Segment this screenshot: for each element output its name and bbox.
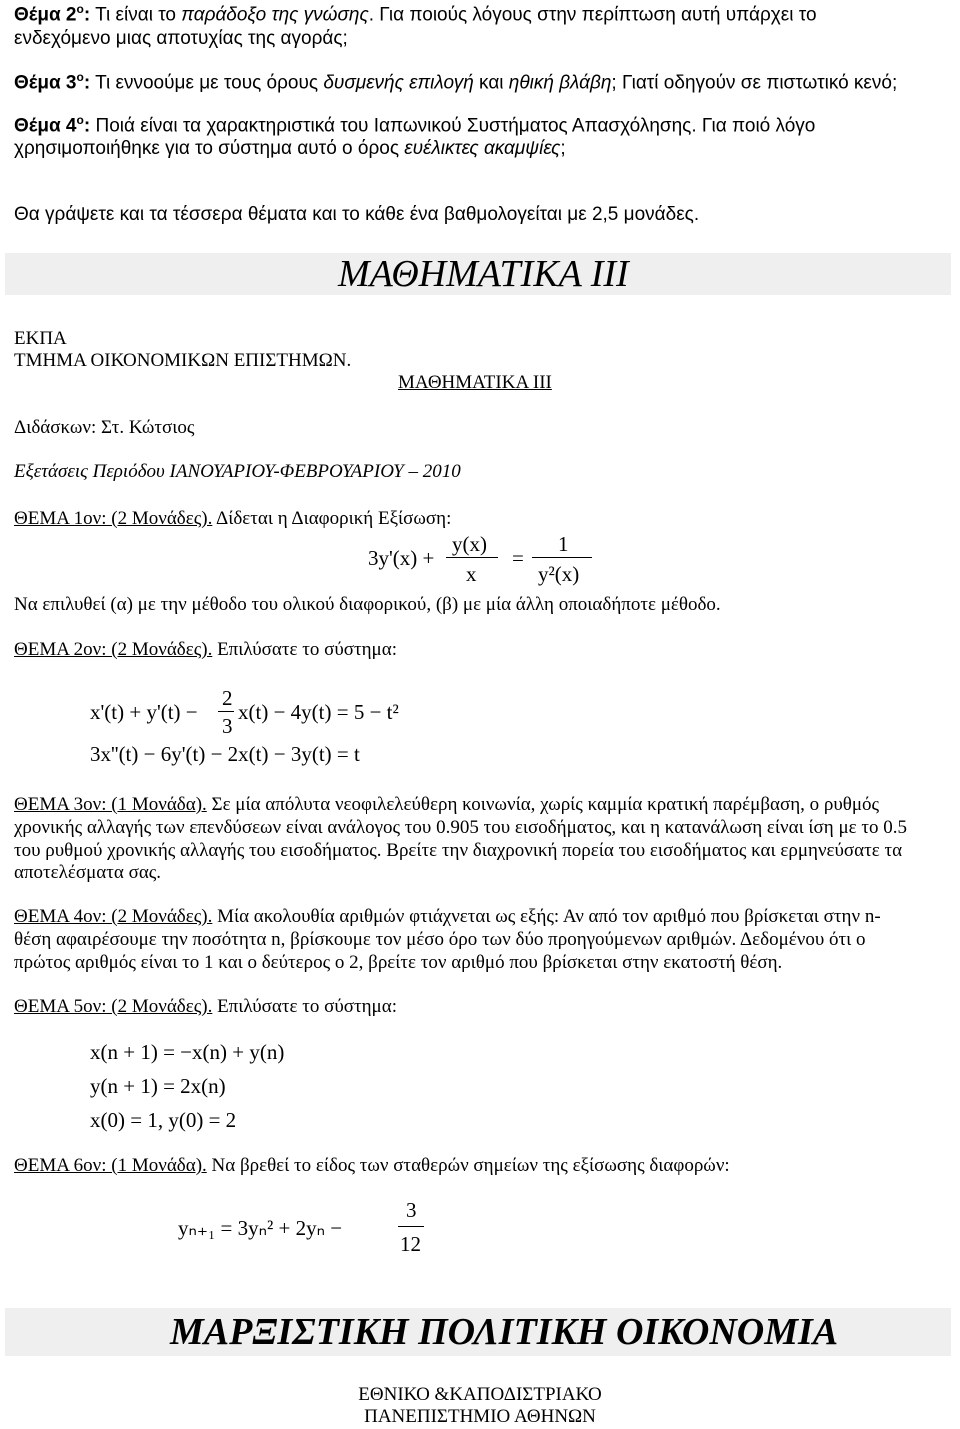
theme-6-label: ΘΕΜΑ 6ον: (1 Μονάδα). [14,1155,207,1176]
question-3-text-b: και [473,72,509,94]
eq6-frac-bar [398,1226,424,1227]
section-2-title: ΜΑΡΞΙΣΤΙΚΗ ΠΟΛΙΤΙΚΗ ΟΙΚΟΝΟΜΙΑ [170,1311,839,1353]
grading-note: Θα γράψετε και τα τέσσερα θέματα και το κάθε ένα βαθμολογείται με 2,5 μονάδες. [14,204,700,225]
section-title: ΜΑΘΗΜΑΤΙΚΑ ΙΙΙ [338,253,629,295]
theme-5-label: ΘΕΜΑ 5ον: (2 Μονάδες). [14,996,213,1017]
instructor: Διδάσκων: Στ. Κώτσιος [14,417,195,438]
eq2-frac-den: 3 [222,714,233,738]
institution: ΕΚΠΑ [14,328,67,349]
eq6-num: 3 [406,1198,417,1222]
question-2-colon: : [83,4,91,26]
question-4-line1 [14,113,815,137]
eq5-line1: x(n + 1) = −x(n) + y(n) [90,1040,285,1064]
theme-3-line4: αποτελέσματα σας. [14,862,162,883]
question-4-text-b: χρησιμοποιήθηκε για το σύστημα αυτό ο όρος [14,138,405,159]
question-2-italic: παράδοξο της γνώσης [181,4,369,26]
question-4-italic: ευέλικτες ακαμψίες [404,138,561,159]
eq2-line1a: x'(t) + y'(t) − [90,700,198,724]
eq2-frac-num: 2 [222,686,233,710]
eq2-frac-bar [218,711,234,712]
theme-1-text: Δίδεται η Διαφορική Εξίσωση: [212,508,452,529]
eq2-line2: 3x''(t) − 6y'(t) − 2x(t) − 3y(t) = t [90,742,360,766]
question-3-label: Θέμα 3 [14,72,77,94]
question-3-text-c: ; Γιατί οδηγούν σε πιστωτικό κενό; [611,72,898,94]
theme-3-heading [14,794,879,816]
question-2-text-a: Τι είναι το [90,4,182,26]
theme-5-heading [14,996,397,1018]
theme-6-heading [14,1155,730,1177]
question-2-label: Θέμα 2 [14,4,77,26]
question-2-sup: ο [76,2,84,16]
eq1-den: x [466,562,477,586]
question-2-line2: ενδεχόμενο μιας αποτυχίας της αγοράς; [14,28,348,49]
theme-4-line2: θέση αφαιρέσουμε την ποσότητα n, βρίσκουμε τον μέσο όρο των δύο προηγούμενων αριθμών. Δεδομένου ότι ο [14,929,866,950]
theme-3-text: Σε μία απόλυτα νεοφιλελεύθερη κοινωνία, χωρίς καμμία κρατική παρέμβαση, ο ρυθμός [206,794,880,815]
question-4-colon: : [83,115,91,137]
question-3-text-a: Τι εννοούμε με τους όρους [90,72,324,94]
eq5-line3: x(0) = 1, y(0) = 2 [90,1108,237,1132]
course-name: ΜΑΘΗΜΑΤΙΚΑ ΙΙΙ [398,372,552,393]
theme-1-label: ΘΕΜΑ 1ον: (2 Μονάδες). [14,508,213,529]
theme-1-instructions: Να επιλυθεί (α) με την μέθοδο του ολικού διαφορικού, (β) με μία άλλη οποιαδήποτε μέθοδο. [14,594,721,615]
question-4-line2 [14,138,566,160]
eq1-rden: y²(x) [538,562,580,586]
question-2-line1 [14,2,817,26]
eq1-frac-bar [446,557,498,558]
theme-4-heading [14,906,881,928]
question-4-text-a: Ποιά είναι τα χαρακτηριστικά του Ιαπωνικού Συστήματος Απασχόλησης. Για ποιό λόγο [90,115,816,137]
question-2-text-b: . Για ποιούς λόγους στην περίπτωση αυτή υπάρχει το [368,4,817,26]
theme-3-label: ΘΕΜΑ 3ον: (1 Μονάδα). [14,794,207,815]
question-3-italic-1: δυσμενής επιλογή [323,72,474,94]
eq5-line2: y(n + 1) = 2x(n) [90,1074,226,1098]
theme-2-text: Επιλύσατε το σύστημα: [212,639,397,660]
eq1-rnum: 1 [558,532,569,556]
eq2-line1b: x(t) − 4y(t) = 5 − t² [238,700,399,724]
eq6-den: 12 [400,1232,421,1256]
theme-4-label: ΘΕΜΑ 4ον: (2 Μονάδες). [14,906,213,927]
question-3-sup: ο [76,70,84,84]
theme-4-line3: πρώτος αριθμός είναι το 1 και ο δεύτερος ο 2, βρείτε τον αριθμό που βρίσκεται στην εκατοστή θέση. [14,952,783,973]
eq1-num: y(x) [452,532,487,556]
eq1-equals: = [512,546,524,570]
footer-line-1: ΕΘΝΙΚΟ &ΚΑΠΟΔΙΣΤΡΙΑΚΟ [358,1384,602,1405]
eq1-rfrac-bar [532,557,592,558]
question-4-label: Θέμα 4 [14,115,77,137]
theme-2-heading [14,639,397,661]
question-4-sup: ο [76,113,84,127]
theme-2-label: ΘΕΜΑ 2ον: (2 Μονάδες). [14,639,213,660]
eq1-left: 3y'(x) + [368,546,435,570]
theme-6-text: Να βρεθεί το είδος των σταθερών σημείων της εξίσωσης διαφορών: [206,1155,730,1176]
eq6-left: yₙ₊₁ = 3yₙ² + 2yₙ − [178,1216,343,1240]
question-3-italic-2: ηθική βλάβη [508,72,612,94]
department: ΤΜΗΜΑ ΟΙΚΟΝΟΜΙΚΩΝ ΕΠΙΣΤΗΜΩΝ. [14,350,352,371]
question-3 [14,70,897,94]
theme-5-text: Επιλύσατε το σύστημα: [212,996,397,1017]
theme-3-line3: του ρυθμού χρονικής αλλαγής του εισοδήματος. Βρείτε την διαχρονική πορεία του εισοδήματος και ερμηνεύσατε τα [14,840,903,861]
question-3-colon: : [83,72,91,94]
question-4-text-c: ; [560,138,566,159]
footer-line-2: ΠΑΝΕΠΙΣΤΗΜΙΟ ΑΘΗΝΩΝ [364,1406,596,1427]
theme-1-heading [14,508,451,530]
exam-period: Εξετάσεις Περιόδου ΙΑΝΟΥΑΡΙΟΥ-ΦΕΒΡΟΥΑΡΙΟΥ – 2010 [14,461,461,482]
theme-3-line2: χρονικής αλλαγής των επενδύσεων είναι ανάλογος του 0.905 του εισοδήματος, και η κατανάλωση είναι ίση με το 0.5 [14,817,908,838]
theme-4-text: Μία ακολουθία αριθμών φτιάχνεται ως εξής: Αν από τον αριθμό που βρίσκεται στην n- [212,906,881,927]
